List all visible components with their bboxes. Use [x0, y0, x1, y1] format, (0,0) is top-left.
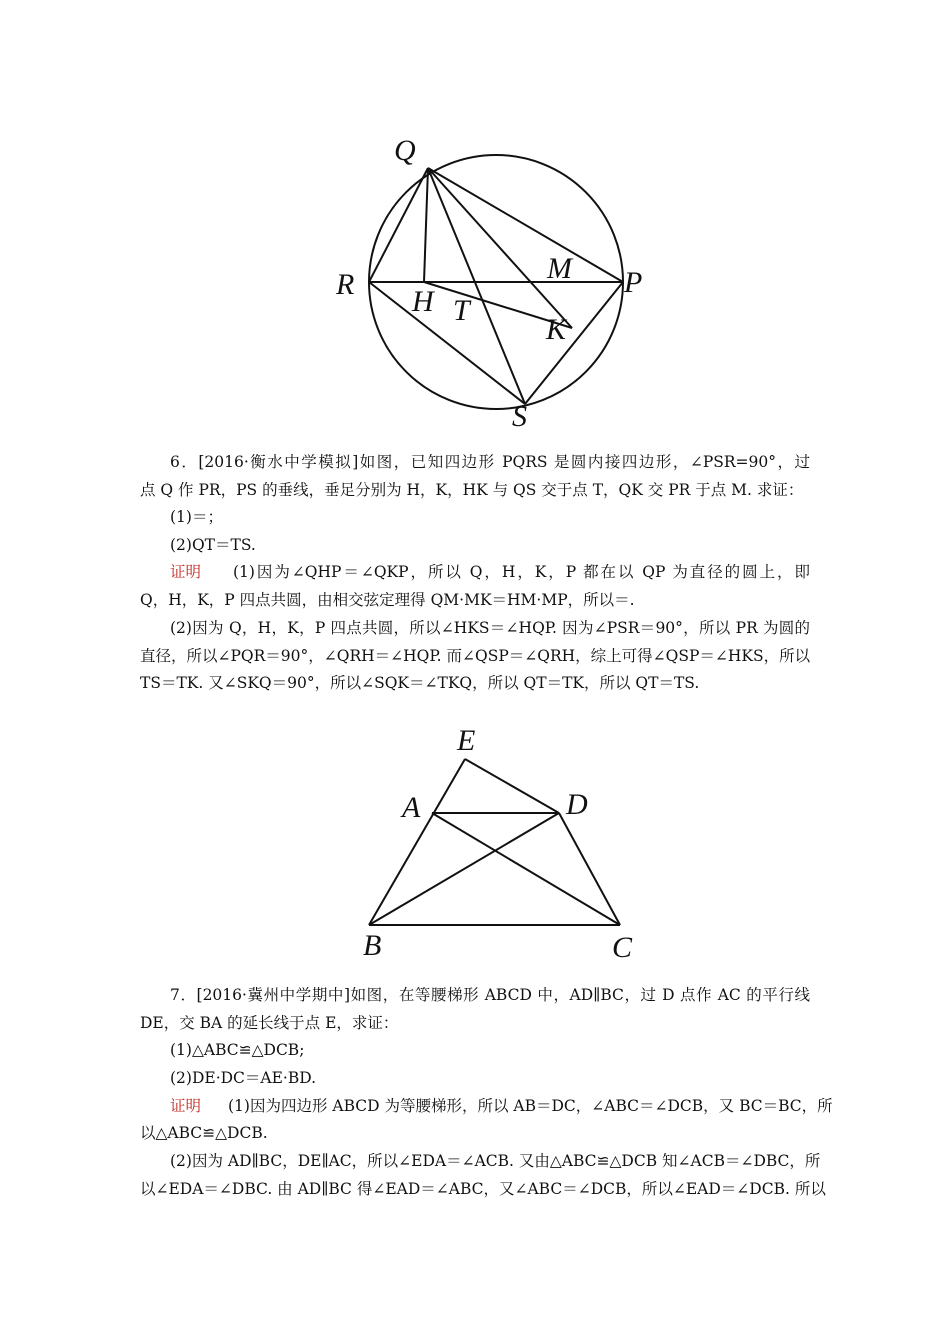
segment-RS — [369, 282, 525, 404]
label-B: B — [363, 929, 382, 962]
problem6-proof-line-4: 直径，所以∠PQR＝90°，∠QRH＝∠HQP. 而∠QSP＝∠QRH，综上可得∠QSP＝∠HKS，所以 — [140, 647, 811, 665]
label-A: A — [402, 791, 421, 824]
problem7-part-2: (2)DE·DC＝AE·BD. — [170, 1069, 317, 1087]
label-H: H — [412, 285, 434, 318]
problem7-line-2: DE，交 BA 的延长线于点 E，求证： — [140, 1014, 399, 1032]
figure-cyclic-quadrilateral-svg — [318, 124, 663, 433]
problem6-proof-line-2: Q，H，K，P 四点共圆，由相交弦定理得 QM·MK＝HM·MP，所以＝. — [140, 591, 635, 609]
segment-ED — [465, 759, 559, 813]
label-M: M — [547, 252, 572, 285]
problem6-proof-line-5: TS＝TK. 又∠SKQ＝90°，所以∠SQK＝∠TKQ，所以 QT＝TK，所以 QT＝TS. — [140, 674, 700, 692]
segment-QH — [424, 168, 428, 282]
problem6-proof-line-1: (1)因为∠QHP＝∠QKP，所以 Q，H，K，P 都在以 QP 为直径的圆上，即 — [233, 563, 810, 581]
segment-AC — [432, 813, 620, 925]
label-D: D — [566, 788, 588, 821]
label-K: K — [546, 313, 567, 346]
segment-QK — [428, 168, 572, 328]
segment-QS — [428, 168, 525, 404]
problem7-proof-label: 证明 — [170, 1097, 202, 1115]
problem6-proof-line-3: (2)因为 Q，H，K，P 四点共圆，所以∠HKS＝∠HQP. 因为∠PSR＝90°，所以 PR 为圆的 — [170, 619, 810, 637]
label-E: E — [457, 724, 476, 757]
problem7-proof-line-4: 以∠EDA＝∠DBC. 由 AD∥BC 得∠EAD＝∠ABC，又∠ABC＝∠DCB，所以∠EAD＝∠DCB. 所以 — [140, 1180, 826, 1198]
problem6-part-2: (2)QT＝TS. — [170, 536, 256, 554]
segment-BD — [369, 813, 559, 925]
segment-QP — [428, 168, 623, 282]
segment-BE — [369, 759, 465, 925]
problem7-line-1: 7．[2016·冀州中学期中]如图，在等腰梯形 ABCD 中，AD∥BC，过 D 点作 AC 的平行线 — [170, 986, 810, 1004]
figure-trapezoid-svg — [330, 703, 633, 965]
label-S: S — [512, 400, 527, 433]
problem6-line-1: 6．[2016·衡水中学模拟]如图，已知四边形 PQRS 是圆内接四边形，∠PSR=90°，过 — [170, 453, 810, 471]
label-P: P — [624, 266, 643, 299]
problem7-proof-line-2: 以△ABC≌△DCB. — [140, 1124, 268, 1142]
label-Q: Q — [394, 134, 416, 167]
figure-trapezoid — [330, 703, 633, 965]
figure-cyclic-quadrilateral — [318, 124, 663, 433]
problem7-part-1: (1)△ABC≌△DCB; — [170, 1041, 305, 1059]
label-C: C — [612, 931, 633, 964]
segment-DC — [559, 813, 620, 925]
problem7-proof-line-1: (1)因为四边形 ABCD 为等腰梯形，所以 AB＝DC，∠ABC＝∠DCB，又 BC＝BC，所 — [228, 1097, 833, 1115]
problem7-proof-line-3: (2)因为 AD∥BC，DE∥AC，所以∠EDA＝∠ACB. 又由△ABC≌△DCB 知∠ACB＝∠DBC，所 — [170, 1152, 821, 1170]
label-T: T — [453, 294, 470, 327]
problem6-proof-label: 证明 — [170, 563, 202, 581]
label-R: R — [336, 268, 355, 301]
problem6-line-2: 点 Q 作 PR，PS 的垂线，垂足分别为 H，K，HK 与 QS 交于点 T，QK 交 PR 于点 M. 求证： — [140, 481, 804, 499]
segment-QR — [369, 168, 428, 282]
problem6-part-1: (1)＝； — [170, 508, 223, 526]
